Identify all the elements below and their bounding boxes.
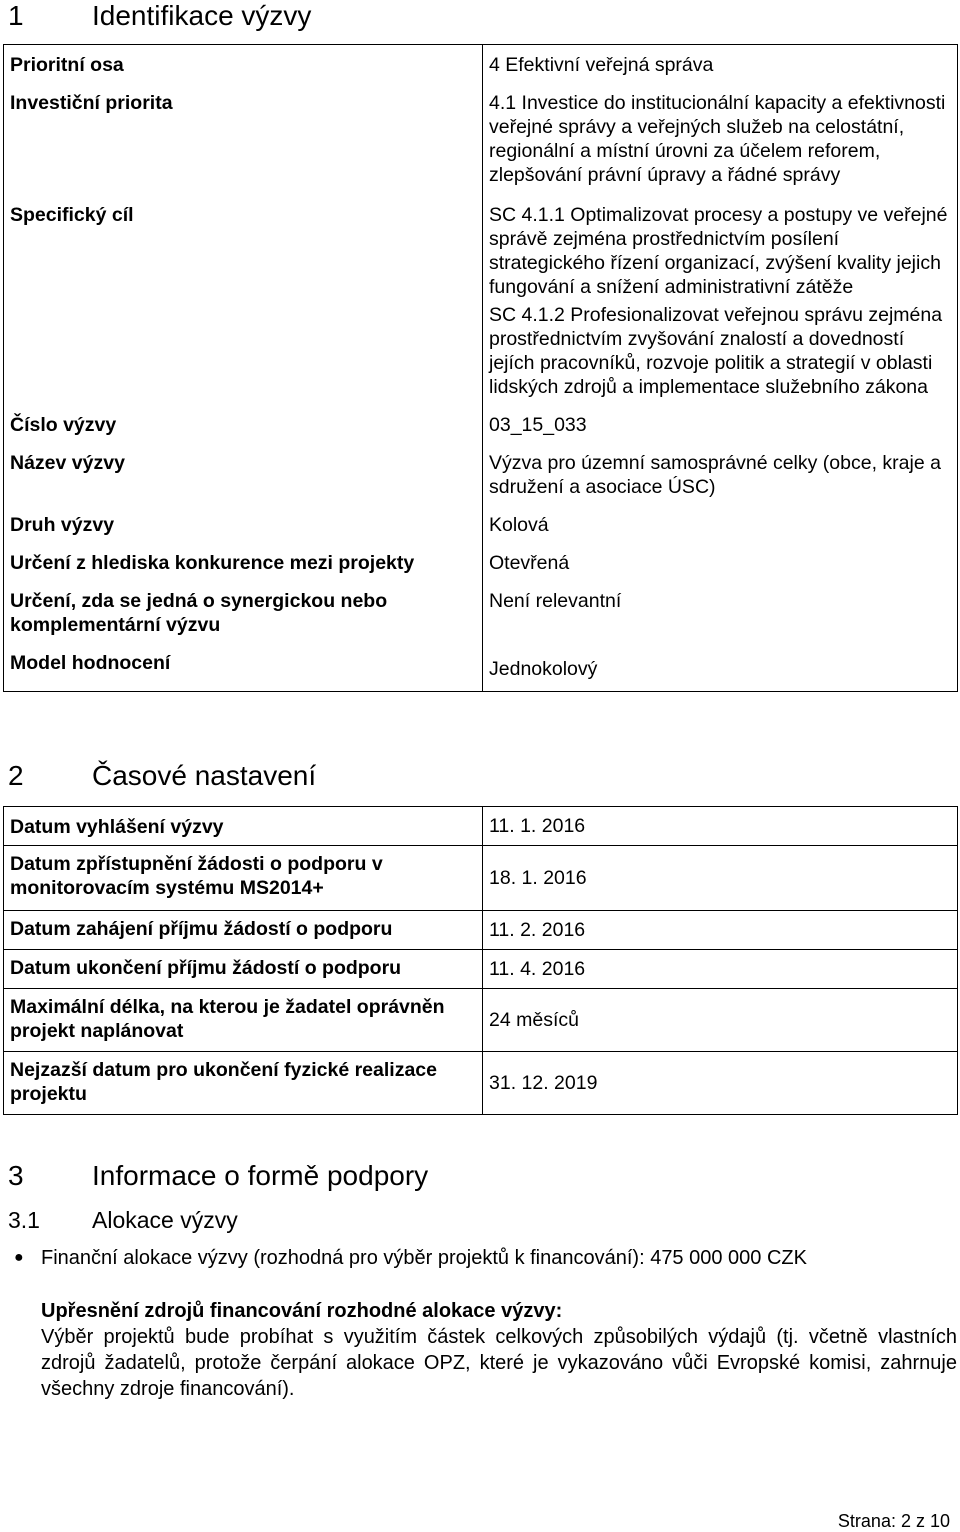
row-key: Datum ukončení příjmu žádostí o podporu [4, 950, 483, 989]
section-2-heading [8, 760, 316, 792]
section-number: 3 [8, 1160, 24, 1191]
row-value: 03_15_033 [483, 407, 958, 445]
table-row [4, 1052, 958, 1115]
row-value: 31. 12. 2019 [483, 1052, 958, 1115]
row-value: Jednokolový [483, 645, 958, 692]
section-title: Informace o formě podpory [92, 1160, 429, 1191]
funding-sources-heading: Upřesnění zdrojů financování rozhodné alokace výzvy: [41, 1300, 563, 1322]
subsection-number: 3.1 [8, 1207, 40, 1233]
row-key: Určení, zda se jedná o synergickou nebo komplementární výzvu [4, 583, 483, 645]
table-row [4, 807, 958, 846]
row-value [483, 195, 958, 407]
row-value: 4.1 Investice do institucionální kapacity a efektivnosti veřejné správy a veřejných služeb na celostátní, regionální a místní úrovni za účelem reforem, zlepšování právní úpravy a řádné správy [483, 83, 958, 195]
row-value: Otevřená [483, 545, 958, 583]
row-key: Investiční priorita [4, 83, 483, 195]
row-key: Název výzvy [4, 445, 483, 507]
table-row [4, 195, 958, 407]
row-value: Kolová [483, 507, 958, 545]
row-value: 11. 1. 2016 [483, 807, 958, 846]
row-value: Výzva pro územní samosprávné celky (obce, kraje a sdružení a asociace ÚSC) [483, 445, 958, 507]
section-number: 1 [8, 0, 24, 31]
section-1-heading [8, 0, 311, 32]
row-key: Datum vyhlášení výzvy [4, 807, 483, 846]
row-key: Číslo výzvy [4, 407, 483, 445]
table-row [4, 45, 958, 84]
specific-goal-1: SC 4.1.1 Optimalizovat procesy a postupy ve veřejné správě zejména prostřednictvím posílení strategického řízení organizací, zvýšení kvality jejich fungování a snížení administrativní zátěže [489, 204, 948, 298]
timing-table [3, 806, 958, 1115]
section-number: 2 [8, 760, 24, 791]
row-key: Maximální délka, na kterou je žadatel oprávněn projekt naplánovat [4, 989, 483, 1052]
row-key: Prioritní osa [4, 45, 483, 84]
table-row [4, 583, 958, 645]
table-row [4, 507, 958, 545]
subsection-title: Alokace výzvy [92, 1207, 238, 1233]
allocation-bullet: Finanční alokace výzvy (rozhodná pro výběr projektů k financování): 475 000 000 CZK [41, 1247, 807, 1269]
row-key: Specifický cíl [4, 195, 483, 407]
row-value: 11. 2. 2016 [483, 911, 958, 950]
call-identification-table [3, 44, 958, 692]
page-number: Strana: 2 z 10 [837, 1511, 950, 1531]
funding-sources-paragraph: Výběr projektů bude probíhat s využitím částek celkových způsobilých výdajů (tj. včetně vlastních zdrojů žadatelů, protože čerpání alokace OPZ, které je vykazováno vůči Evropské komisi, zahrnuje všechny zdroje financování). [41, 1326, 957, 1400]
specific-goal-2: SC 4.1.2 Profesionalizovat veřejnou správu zejména prostřednictvím zvyšování znalostí a dovedností jejích pracovníků, rozvoje politik a strategií v oblasti lidských zdrojů a implementace služebního zákona [489, 304, 943, 398]
row-key: Datum zahájení příjmu žádostí o podporu [4, 911, 483, 950]
row-value: 18. 1. 2016 [483, 846, 958, 911]
row-key: Nejzazší datum pro ukončení fyzické realizace projektu [4, 1052, 483, 1115]
table-row [4, 445, 958, 507]
section-title: Identifikace výzvy [92, 0, 312, 31]
row-key: Určení z hlediska konkurence mezi projekty [4, 545, 483, 583]
table-row [4, 545, 958, 583]
row-key: Model hodnocení [4, 645, 483, 692]
subsection-3-1-heading [8, 1207, 238, 1234]
section-title: Časové nastavení [92, 760, 317, 791]
row-key: Datum zpřístupnění žádosti o podporu v monitorovacím systému MS2014+ [4, 846, 483, 911]
table-row [4, 989, 958, 1052]
table-row [4, 846, 958, 911]
row-value: 4 Efektivní veřejná správa [483, 45, 958, 84]
table-row [4, 950, 958, 989]
row-value: 11. 4. 2016 [483, 950, 958, 989]
section-3-heading [8, 1160, 428, 1192]
table-row [4, 911, 958, 950]
row-key: Druh výzvy [4, 507, 483, 545]
table-row [4, 407, 958, 445]
row-value: 24 měsíců [483, 989, 958, 1052]
table-row [4, 645, 958, 692]
bullet-icon: ● [14, 1249, 24, 1266]
row-value: Není relevantní [483, 583, 958, 645]
table-row [4, 83, 958, 195]
